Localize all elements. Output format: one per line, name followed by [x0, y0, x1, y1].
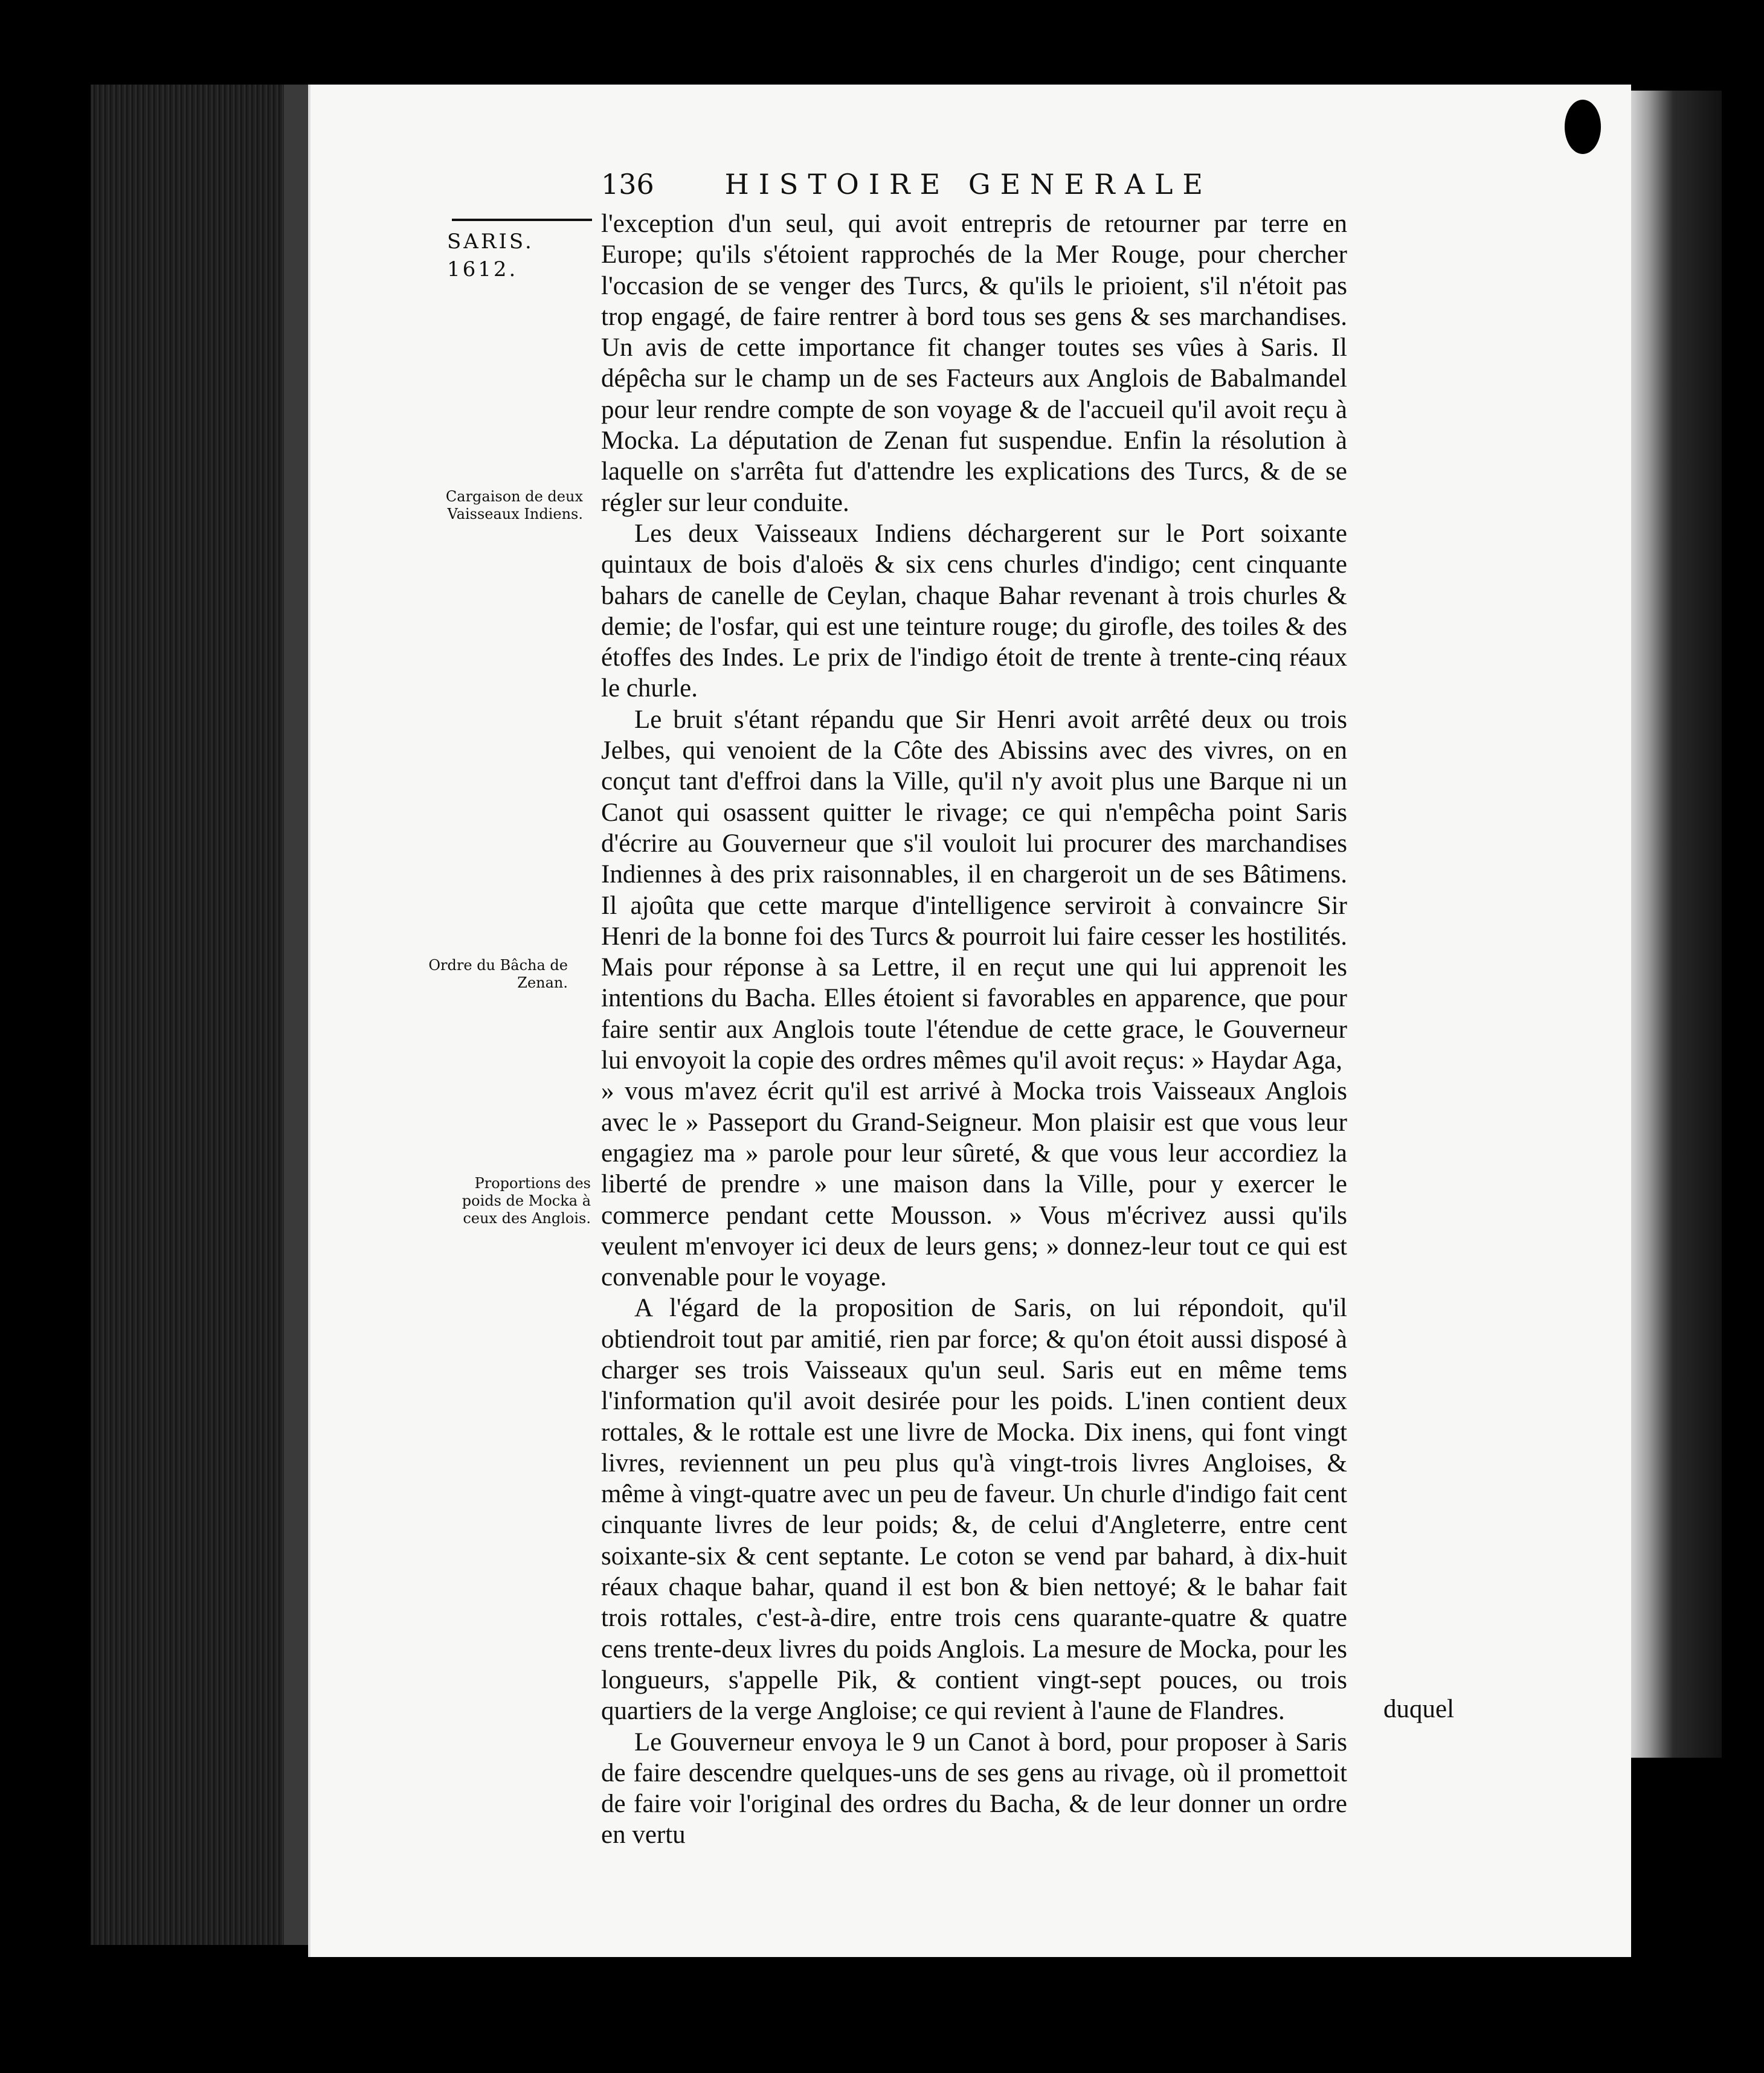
margin-note-cargaison: Cargaison de deux Vaisseaux Indiens.	[445, 488, 583, 522]
punch-hole	[1565, 100, 1601, 154]
header-rule	[452, 219, 592, 221]
paragraph: Les deux Vaisseaux Indiens déchargerent sur le Port soixante quintaux de bois d'aloës & six cens churles d'indigo; cent cinquante bahars de canelle de Ceylan, chaque Bahar revenant à trois churles & demie; de l'osfar, qui est une teinture rouge; du girofle, des toiles & des étoffes des Indes. Le prix de l'indigo étoit de trente à trente-cinq réaux le churle.	[601, 519, 1347, 703]
margin-note-year	[447, 228, 592, 284]
paragraph: A l'égard de la proposition de Saris, on lui répondoit, qu'il obtiendroit tout par amitié, rien par force; & qu'on étoit aussi disposé à charger ses trois Vaisseaux qu'un seul. Saris eut en même tems l'information qu'il avoit desirée pour les poids. L'inen contient deux rottales, & le rottale est une livre de Mocka. Dix inens, qui font vingt livres, reviennent un peu plus qu'à vingt-trois livres Angloises, & même à vingt-quatre avec un peu de faveur. Un churle d'indigo fait cent cinquante livres de leur poids; &, de celui d'Angleterre, entre cent soixante-six & cent septante. Le coton se vend par bahard, à dix-huit réaux chaque bahar, quand il est bon & bien nettoyé; & le bahar fait trois rottales, c'est-à-dire, entre trois cens quarante-quatre & quatre cens trente-deux livres du poids Anglois. La mesure de Mocka, pour les longueurs, s'appelle Pik, & contient vingt-sept pouces, ou trois quartiers de la verge Angloise; ce qui revient à l'aune de Flandres.	[601, 1294, 1347, 1726]
margin-note-name: SARIS.	[447, 230, 534, 254]
quotation: » vous m'avez écrit qu'il est arrivé à Mocka trois Vaisseaux Anglois avec le » Passeport du Grand-Seigneur. Mon plaisir est que vous leur engagiez ma » parole pour leur sûreté, & que vous leur accordiez la liberté de prendre » une maison dans la Ville, pour y exercer le commerce pendant cette Mousson. » Vous m'écrivez aussi qu'ils veulent m'envoyer ici deux de leurs gens; » donnez-leur tout ce qui est convenable pour le voyage.	[601, 1077, 1347, 1292]
paragraph: Le bruit s'étant répandu que Sir Henri avoit arrêté deux ou trois Jelbes, qui venoient de la Côte des Abissins avec des vivres, on en conçut tant d'effroi dans la Ville, qu'il n'y avoit plus une Barque ni un Canot qui osassent quitter le rivage; ce qui n'empêcha point Saris d'écrire au Gouverneur que s'il vouloit lui procurer des marchandises Indiennes à des prix raisonnables, il en chargeroit un de ses Bâtimens. Il ajoûta que cette marque d'intelligence serviroit à convaincre Sir Henri de la bonne foi des Turcs & pourroit lui faire cesser les hostilités. Mais pour réponse à sa Lettre, il en reçut une qui lui apprenoit les intentions du Bacha. Elles étoient si favorables en apparence, que pour faire sentir aux Anglois toute l'étendue de cette grace, le Gouverneur lui envoyoit la copie des ordres mêmes qu'il avoit reçus: » Haydar Aga,	[601, 705, 1347, 1075]
running-head	[601, 168, 1350, 201]
book-binding	[1625, 91, 1722, 1758]
page-number: 136	[601, 168, 654, 201]
catchword: duquel	[1383, 1695, 1455, 1723]
paragraph: l'exception d'un seul, qui avoit entrepris de retourner par terre en Europe; qu'ils s'étoient rapprochés de la Mer Rouge, pour chercher l'occasion de se venger des Turcs, & qu'ils le prioient, s'il n'étoit pas trop engagé, de faire rentrer à bord tous ses gens & ses marchandises. Un avis de cette importance fit changer toutes ses vûes à Saris. Il dépêcha sur le champ un de ses Facteurs aux Anglois de Babalmandel pour leur rendre compte de son voyage & de l'accueil qu'il avoit reçu à Mocka. La députation de Zenan fut suspendue. Enfin la résolution à laquelle on s'arrêta fut d'attendre les explications des Turcs, & de se régler sur leur conduite.	[601, 210, 1347, 517]
margin-note-date: 1612.	[447, 257, 518, 281]
paragraph: Le Gouverneur envoya le 9 un Canot à bord, pour proposer à Saris de faire descendre quelques-uns de ses gens au rivage, où il promettoit de faire voir l'original des ordres du Bacha, & de leur donner un ordre en vertu	[601, 1728, 1347, 1850]
margin-note-ordre: Ordre du Bâcha de Zenan.	[428, 957, 568, 991]
body-text	[601, 208, 1347, 1851]
page-edge-stack	[91, 85, 308, 1945]
margin-note-proportions: Proportions des poids de Mocka à ceux des Anglois.	[462, 1175, 591, 1227]
page-title: HISTOIRE GENERALE	[724, 168, 1212, 201]
